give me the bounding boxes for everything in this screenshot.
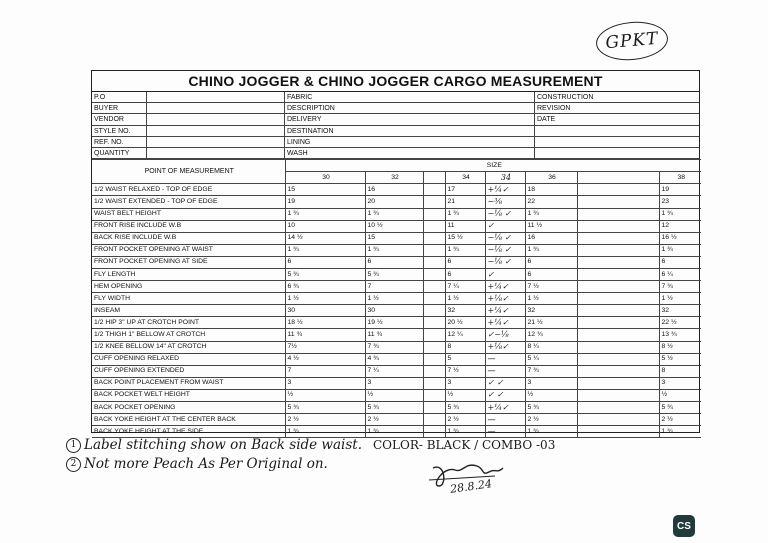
- value-36: 7 ½: [525, 281, 577, 293]
- value-34: 20 ½: [445, 317, 485, 329]
- spacer: [577, 365, 659, 377]
- info-cell: STYLE NO.: [92, 126, 147, 137]
- table-row: [92, 402, 701, 414]
- value-38: 12: [659, 220, 701, 232]
- pom-label: 1/2 KNEE BELLOW 14" AT CROTCH: [92, 341, 285, 353]
- spacer: [577, 377, 659, 389]
- value-36: 8 ¼: [525, 341, 577, 353]
- table-row: [92, 196, 701, 208]
- handwritten-check: +¼✓: [485, 281, 525, 293]
- spacer: [577, 329, 659, 341]
- spacer: [423, 414, 445, 426]
- handwritten-check: −⅛ ✓: [485, 244, 525, 256]
- handwritten-check: −⅛ ✓: [485, 208, 525, 220]
- spacer: [577, 389, 659, 401]
- spacer: [577, 268, 659, 280]
- value-34: 1 ¾: [445, 244, 485, 256]
- spacer: [423, 184, 445, 196]
- info-cell: FABRIC: [285, 92, 535, 103]
- value-32: 3: [365, 377, 423, 389]
- spacer: [577, 196, 659, 208]
- color-note: COLOR- BLACK / COMBO -03: [373, 438, 556, 452]
- value-30: 7½: [285, 341, 365, 353]
- value-38: 2 ½: [659, 414, 701, 426]
- spacer: [577, 281, 659, 293]
- value-32: 11 ¾: [365, 329, 423, 341]
- value-36: 3: [525, 377, 577, 389]
- spacer: [577, 220, 659, 232]
- value-32: 6: [365, 256, 423, 268]
- value-38: 1 ¾: [659, 244, 701, 256]
- spacer: [423, 329, 445, 341]
- spacer: [577, 341, 659, 353]
- value-36: 1 ½: [525, 293, 577, 305]
- value-30: 6: [285, 256, 365, 268]
- handwritten-size: 34: [485, 172, 525, 184]
- note-text: Label stitching show on Back side waist.: [84, 437, 362, 453]
- table-row: [92, 268, 701, 280]
- handwritten-check: ✓ ✓: [485, 377, 525, 389]
- spacer: [577, 208, 659, 220]
- info-cell: LINING: [285, 137, 535, 148]
- handwritten-check: ✓: [485, 220, 525, 232]
- value-30: 5 ¾: [285, 402, 365, 414]
- signature-date: 28.8.24: [449, 477, 493, 496]
- table-row: [92, 244, 701, 256]
- value-30: 14 ½: [285, 232, 365, 244]
- value-30: 19: [285, 196, 365, 208]
- table-row: [92, 208, 701, 220]
- value-32: 5 ¾: [365, 268, 423, 280]
- value-34: 1 ½: [445, 293, 485, 305]
- value-38: 1 ¾: [659, 208, 701, 220]
- value-32: 1 ¾: [365, 244, 423, 256]
- info-cell: DESCRIPTION: [285, 103, 535, 114]
- value-30: 4 ½: [285, 353, 365, 365]
- table-row: [92, 184, 701, 196]
- size-34: 34: [445, 172, 485, 184]
- pom-label: BACK YOKE HEIGHT AT THE SIDE: [92, 426, 285, 438]
- value-38: 16 ½: [659, 232, 701, 244]
- value-34: 3: [445, 377, 485, 389]
- table-row: [92, 220, 701, 232]
- handwritten-check: ✓−⅛: [485, 329, 525, 341]
- value-36: 16: [525, 232, 577, 244]
- value-36: 2 ½: [525, 414, 577, 426]
- value-36: 18: [525, 184, 577, 196]
- handwritten-check: —: [485, 426, 525, 438]
- info-cell: WASH: [285, 148, 535, 159]
- info-cell: DESTINATION: [285, 126, 535, 137]
- size-label: SIZE: [285, 160, 701, 172]
- table-row: [92, 365, 701, 377]
- value-38: 32: [659, 305, 701, 317]
- value-30: 18 ½: [285, 317, 365, 329]
- handwritten-check: +¼✓: [485, 305, 525, 317]
- spacer: [577, 305, 659, 317]
- handwritten-notes: [66, 436, 626, 474]
- spacer: [423, 232, 445, 244]
- value-34: 7 ½: [445, 365, 485, 377]
- pom-label: 1/2 HIP 3" UP AT CROTCH POINT: [92, 317, 285, 329]
- value-38: 6 ¼: [659, 268, 701, 280]
- value-38: 22 ½: [659, 317, 701, 329]
- info-cell: VENDOR: [92, 114, 147, 125]
- value-30: 15: [285, 184, 365, 196]
- value-34: ½: [445, 389, 485, 401]
- value-32: 1 ¾: [365, 208, 423, 220]
- gpkt-circled-tag: GPKT: [594, 19, 669, 63]
- value-32: 1 ½: [365, 293, 423, 305]
- size-38: 38: [659, 172, 701, 184]
- handwritten-check: +¼✓: [485, 402, 525, 414]
- value-34: 17: [445, 184, 485, 196]
- spacer: [423, 220, 445, 232]
- spacer: [423, 341, 445, 353]
- pom-label: 1/2 WAIST EXTENDED - TOP OF EDGE: [92, 196, 285, 208]
- value-38: 8 ½: [659, 341, 701, 353]
- pom-label: CUFF OPENING EXTENDED: [92, 365, 285, 377]
- value-30: 1 ¾: [285, 244, 365, 256]
- table-row: [92, 281, 701, 293]
- measurement-sheet: [91, 70, 700, 436]
- spacer: [577, 244, 659, 256]
- table-row: [92, 329, 701, 341]
- info-cell: P.O: [92, 92, 147, 103]
- spacer: [423, 305, 445, 317]
- spacer: [423, 402, 445, 414]
- value-30: 6 ¾: [285, 281, 365, 293]
- info-cell: [147, 103, 285, 114]
- spacer: [423, 389, 445, 401]
- pom-label: FRONT POCKET OPENING AT WAIST: [92, 244, 285, 256]
- value-30: 1 ½: [285, 293, 365, 305]
- value-34: 2 ½: [445, 414, 485, 426]
- value-36: 7 ¾: [525, 365, 577, 377]
- measurement-table: [92, 159, 701, 438]
- info-cell: BUYER: [92, 103, 147, 114]
- pom-label: BACK YOKE HEIGHT AT THE CENTER BACK: [92, 414, 285, 426]
- spacer: [577, 293, 659, 305]
- info-cell: REF. NO.: [92, 137, 147, 148]
- value-34: 5 ¾: [445, 402, 485, 414]
- handwritten-check: +¼✓: [485, 184, 525, 196]
- value-38: 23: [659, 196, 701, 208]
- info-cell: [535, 126, 699, 137]
- table-row: [92, 341, 701, 353]
- value-34: 6: [445, 268, 485, 280]
- table-row: [92, 293, 701, 305]
- value-38: 5 ¾: [659, 402, 701, 414]
- info-cell: [147, 137, 285, 148]
- pom-label: FLY LENGTH: [92, 268, 285, 280]
- pom-label: FLY WIDTH: [92, 293, 285, 305]
- spacer: [577, 414, 659, 426]
- spacer: [423, 293, 445, 305]
- pom-label: FRONT RISE INCLUDE W.B: [92, 220, 285, 232]
- value-36: ½: [525, 389, 577, 401]
- value-38: 6: [659, 256, 701, 268]
- sheet-title: CHINO JOGGER & CHINO JOGGER CARGO MEASUREMENT: [92, 71, 699, 92]
- value-38: 13 ¾: [659, 329, 701, 341]
- pom-label: CUFF OPENING RELAXED: [92, 353, 285, 365]
- value-30: 3: [285, 377, 365, 389]
- spacer: [423, 268, 445, 280]
- spacer: [423, 365, 445, 377]
- info-cell: DATE: [535, 114, 699, 125]
- handwritten-check: —: [485, 414, 525, 426]
- handwritten-check: −⅛ ✓: [485, 256, 525, 268]
- spacer: [423, 256, 445, 268]
- info-grid: [92, 92, 699, 159]
- value-32: 7 ¾: [365, 341, 423, 353]
- value-32: 30: [365, 305, 423, 317]
- spacer: [577, 232, 659, 244]
- note-1: [66, 436, 626, 455]
- pom-label: FRONT POCKET OPENING AT SIDE: [92, 256, 285, 268]
- table-row: [92, 305, 701, 317]
- table-row: [92, 377, 701, 389]
- spacer: [423, 377, 445, 389]
- pom-label: BACK POCKET WELT HEIGHT: [92, 389, 285, 401]
- value-30: 1 ¾: [285, 426, 365, 438]
- table-row: [92, 232, 701, 244]
- info-cell: [147, 126, 285, 137]
- spacer: [577, 184, 659, 196]
- spacer: [577, 402, 659, 414]
- value-36: 32: [525, 305, 577, 317]
- pom-label: 1/2 WAIST RELAXED - TOP OF EDGE: [92, 184, 285, 196]
- value-32: 19 ½: [365, 317, 423, 329]
- info-cell: CONSTRUCTION: [535, 92, 699, 103]
- spacer: [577, 172, 659, 184]
- value-34: 21: [445, 196, 485, 208]
- handwritten-check: —: [485, 365, 525, 377]
- handwritten-check: −⅜: [485, 196, 525, 208]
- note-number: 1: [66, 438, 81, 453]
- value-36: 21 ½: [525, 317, 577, 329]
- value-32: 10 ½: [365, 220, 423, 232]
- pom-label: BACK RISE INCLUDE W.B: [92, 232, 285, 244]
- handwritten-check: −⅛ ✓: [485, 232, 525, 244]
- spacer: [423, 281, 445, 293]
- spacer: [423, 208, 445, 220]
- info-cell: DELIVERY: [285, 114, 535, 125]
- value-30: 11 ¾: [285, 329, 365, 341]
- spacer: [423, 317, 445, 329]
- value-36: 22: [525, 196, 577, 208]
- info-cell: [147, 114, 285, 125]
- value-34: 15 ½: [445, 232, 485, 244]
- handwritten-check: ✓ ✓: [485, 389, 525, 401]
- pom-label: HEM OPENING: [92, 281, 285, 293]
- pom-header: POINT OF MEASUREMENT: [92, 160, 285, 184]
- pom-label: 1/2 THIGH 1" BELLOW AT CROTCH: [92, 329, 285, 341]
- value-36: 6: [525, 256, 577, 268]
- value-36: 5 ¼: [525, 353, 577, 365]
- value-34: 1 ¾: [445, 208, 485, 220]
- value-32: ½: [365, 389, 423, 401]
- spacer: [577, 353, 659, 365]
- value-30: 10: [285, 220, 365, 232]
- value-36: 1 ¾: [525, 208, 577, 220]
- note-text: Not more Peach As Per Original on.: [84, 456, 328, 472]
- value-38: 1 ½: [659, 293, 701, 305]
- value-30: ½: [285, 389, 365, 401]
- value-30: 5 ¾: [285, 268, 365, 280]
- value-34: 5: [445, 353, 485, 365]
- spacer: [423, 196, 445, 208]
- info-cell: [147, 148, 285, 159]
- value-38: 3: [659, 377, 701, 389]
- pom-label: BACK POINT PLACEMENT FROM WAIST: [92, 377, 285, 389]
- value-32: 2 ½: [365, 414, 423, 426]
- size-32: 32: [365, 172, 423, 184]
- spacer: [577, 256, 659, 268]
- camscanner-logo-icon: CS: [673, 515, 695, 537]
- handwritten-check: +⅛✓: [485, 293, 525, 305]
- value-32: 5 ¾: [365, 402, 423, 414]
- table-row: [92, 414, 701, 426]
- value-32: 7: [365, 281, 423, 293]
- handwritten-check: —: [485, 353, 525, 365]
- value-32: 15: [365, 232, 423, 244]
- value-36: 1 ¾: [525, 244, 577, 256]
- spacer: [423, 172, 445, 184]
- table-row: [92, 256, 701, 268]
- value-30: 7: [285, 365, 365, 377]
- value-32: 7 ¼: [365, 365, 423, 377]
- table-row: [92, 389, 701, 401]
- info-cell: QUANTITY: [92, 148, 147, 159]
- info-cell: [147, 92, 285, 103]
- handwritten-check: +¼✓: [485, 317, 525, 329]
- value-36: 5 ¾: [525, 402, 577, 414]
- value-32: 4 ¾: [365, 353, 423, 365]
- pom-label: INSEAM: [92, 305, 285, 317]
- table-row: [92, 317, 701, 329]
- note-number: 2: [66, 457, 81, 472]
- value-36: 11 ½: [525, 220, 577, 232]
- value-34: 1 ¾: [445, 426, 485, 438]
- handwritten-check: +⅛✓: [485, 341, 525, 353]
- value-36: 12 ¾: [525, 329, 577, 341]
- value-30: 30: [285, 305, 365, 317]
- size-36: 36: [525, 172, 577, 184]
- handwritten-check: ✓: [485, 268, 525, 280]
- value-30: 1 ¾: [285, 208, 365, 220]
- value-32: 20: [365, 196, 423, 208]
- value-34: 8: [445, 341, 485, 353]
- value-34: 6: [445, 256, 485, 268]
- note-2: [66, 455, 626, 474]
- info-cell: [535, 137, 699, 148]
- value-32: 16: [365, 184, 423, 196]
- table-row: [92, 353, 701, 365]
- value-32: 1 ¾: [365, 426, 423, 438]
- value-36: 1 ¾: [525, 426, 577, 438]
- value-34: 32: [445, 305, 485, 317]
- value-38: 19: [659, 184, 701, 196]
- size-30: 30: [285, 172, 365, 184]
- spacer: [423, 353, 445, 365]
- info-cell: REVISION: [535, 103, 699, 114]
- value-38: 7 ¾: [659, 281, 701, 293]
- value-34: 7 ¼: [445, 281, 485, 293]
- value-38: 1 ¾: [659, 426, 701, 438]
- value-34: 12 ¼: [445, 329, 485, 341]
- value-38: ½: [659, 389, 701, 401]
- value-38: 8: [659, 365, 701, 377]
- value-36: 6: [525, 268, 577, 280]
- value-38: 5 ½: [659, 353, 701, 365]
- info-cell: [535, 148, 699, 159]
- pom-label: BACK POCKET OPENING: [92, 402, 285, 414]
- spacer: [577, 317, 659, 329]
- value-34: 11: [445, 220, 485, 232]
- spacer: [423, 244, 445, 256]
- pom-label: WAIST BELT HEIGHT: [92, 208, 285, 220]
- value-30: 2 ½: [285, 414, 365, 426]
